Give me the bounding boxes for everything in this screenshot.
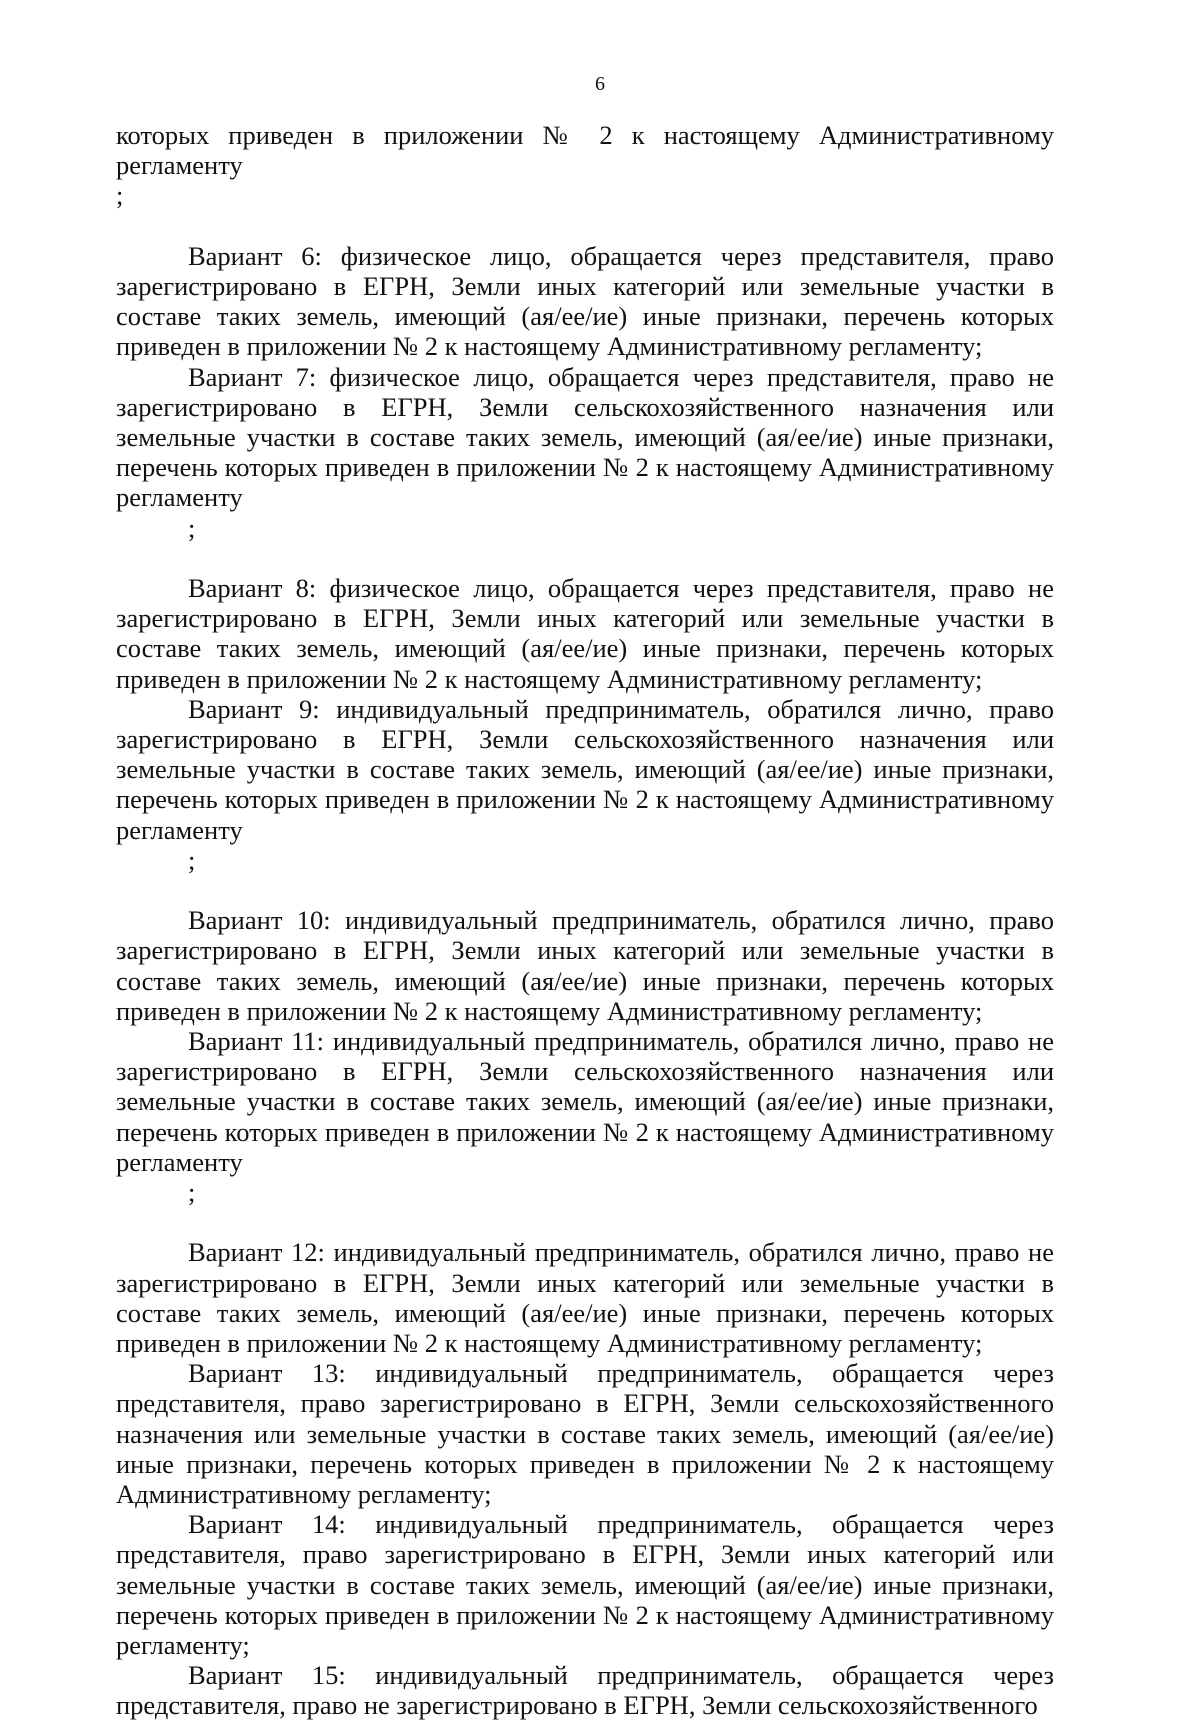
variant-10-paragraph <box>116 905 1054 1026</box>
paragraph-text: которых приведен в приложении № 2 к настоящему Административному регламенту <box>116 120 1054 181</box>
variant-9-paragraph <box>116 694 1054 875</box>
paragraph-text: Вариант 14: индивидуальный предприниматель, обращается через представителя, право зарегистрировано в ЕГРН, Земли иных категорий или земельные участки в составе таких земель, имеющий (ая/ее/ие) иные признаки, перечень которых приведен в приложении № 2 к настоящему Административному регламенту; <box>116 1509 1054 1661</box>
paragraph-text: Вариант 11: индивидуальный предприниматель, обратился лично, право не зарегистрировано в ЕГРН, Земли сельскохозяйственного назначения или земельные участки в составе таких земель, имеющий (ая/ее/ие) иные признаки, перечень которых приведен в приложении № 2 к настоящему Административному регламенту <box>116 1026 1054 1177</box>
paragraph-text: Вариант 15: индивидуальный предприниматель, обращается через представителя, право не зарегистрировано в ЕГРН, Земли сельскохозяйственного <box>116 1660 1054 1721</box>
paragraph-tail: ; <box>188 1177 196 1208</box>
paragraph-tail: ; <box>188 512 196 543</box>
variant-15-paragraph <box>116 1660 1054 1720</box>
variant-13-paragraph <box>116 1358 1054 1509</box>
paragraph-tail: ; <box>116 180 124 211</box>
paragraph-text: Вариант 6: физическое лицо, обращается через представителя, право зарегистрировано в ЕГРН, Земли иных категорий или земельные участки в составе таких земель, имеющий (ая/ее/ие) иные признаки, перечень которых приведен в приложении № 2 к настоящему Административному регламенту; <box>116 240 1054 362</box>
paragraph-gap <box>116 543 1054 573</box>
paragraph-text: Вариант 12: индивидуальный предприниматель, обратился лично, право не зарегистрировано в ЕГРН, Земли иных категорий или земельные участки в составе таких земель, имеющий (ая/ее/ие) иные признаки, перечень которых приведен в приложении № 2 к настоящему Административному регламенту; <box>116 1237 1054 1358</box>
paragraph-text: Вариант 7: физическое лицо, обращается через представителя, право не зарегистрировано в ЕГРН, Земли сельскохозяйственного назначения или земельные участки в составе таких земель, имеющий (ая/ее/ие) иные признаки, перечень которых приведен в приложении № 2 к настоящему Административному регламенту <box>116 361 1054 513</box>
page-number: 6 <box>595 73 605 95</box>
variant-11-paragraph <box>116 1026 1054 1207</box>
paragraph-gap <box>116 1207 1054 1237</box>
paragraph-text: Вариант 8: физическое лицо, обращается через представителя, право не зарегистрировано в ЕГРН, Земли иных категорий или земельные участки в составе таких земель, имеющий (ая/ее/ие) иные признаки, перечень которых приведен в приложении № 2 к настоящему Административному регламенту; <box>116 572 1054 694</box>
variant-7-paragraph <box>116 362 1054 543</box>
paragraph-tail: ; <box>188 844 196 875</box>
variant-6-paragraph <box>116 241 1054 362</box>
paragraph-text: Вариант 13: индивидуальный предприниматель, обращается через представителя, право зарегистрировано в ЕГРН, Земли сельскохозяйственного назначения или земельные участки в составе таких земель, имеющий (ая/ее/ие) иные признаки, перечень которых приведен в приложении № 2 к настоящему Административному регламенту; <box>116 1358 1054 1510</box>
paragraph-gap <box>116 211 1054 241</box>
paragraph-text: Вариант 10: индивидуальный предприниматель, обратился лично, право зарегистрировано в ЕГРН, Земли иных категорий или земельные участки в составе таких земель, имеющий (ая/ее/ие) иные признаки, перечень которых приведен в приложении № 2 к настоящему Административному регламенту; <box>116 905 1054 1026</box>
paragraph-text: Вариант 9: индивидуальный предприниматель, обратился лично, право зарегистрировано в ЕГРН, Земли сельскохозяйственного назначения или земельные участки в составе таких земель, имеющий (ая/ее/ие) иные признаки, перечень которых приведен в приложении № 2 к настоящему Административному регламенту <box>116 693 1054 845</box>
paragraph-continuation <box>116 120 1054 211</box>
variant-12-paragraph <box>116 1237 1054 1358</box>
variant-8-paragraph <box>116 573 1054 694</box>
variant-14-paragraph <box>116 1509 1054 1660</box>
document-body <box>116 120 1054 1721</box>
paragraph-gap <box>116 875 1054 905</box>
